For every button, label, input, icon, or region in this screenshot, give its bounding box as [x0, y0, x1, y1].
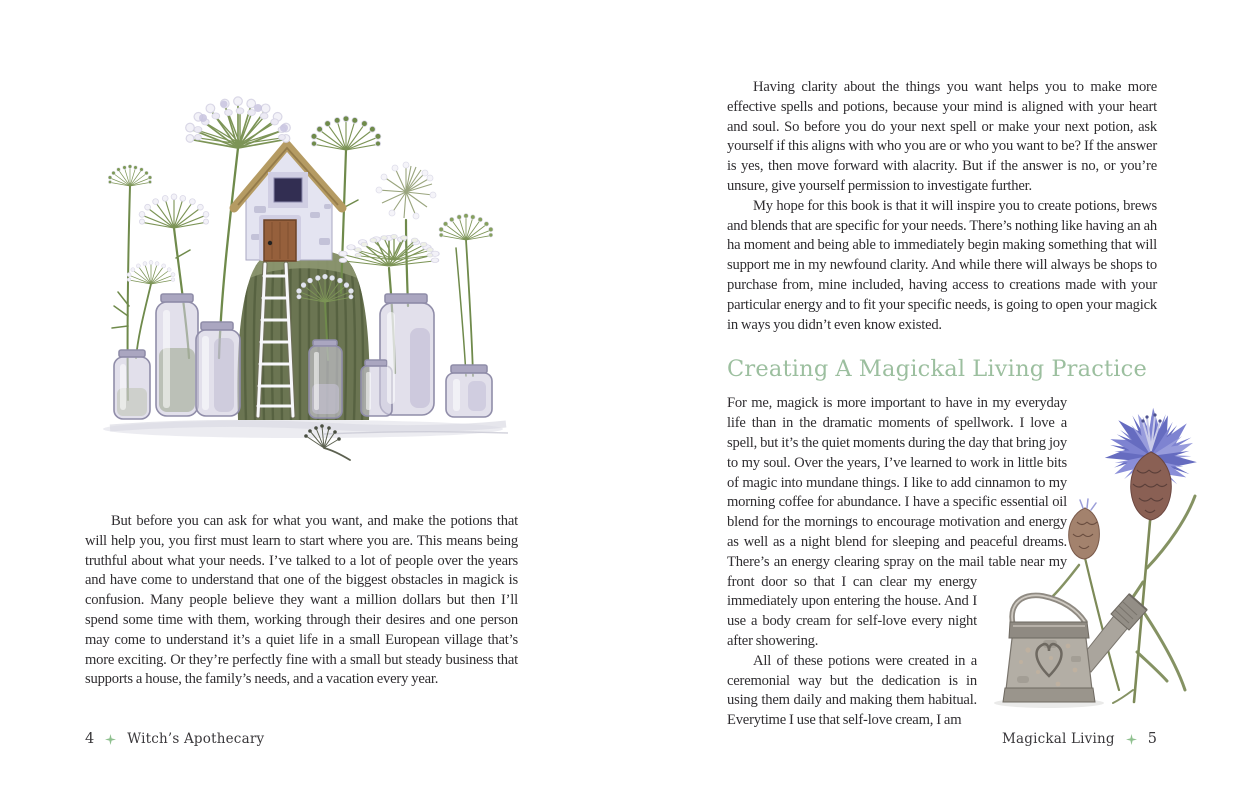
cornflower-watering-can-illustration — [983, 400, 1203, 710]
right-page-text — [727, 78, 1157, 789]
page-number: 5 — [1147, 731, 1157, 747]
paragraph: My hope for this book is that it will inspire you to create potions, brews and blends that are specific for your needs. There’s nothing like having an ah ha moment and being able to immediately begin making something that will support me in my newfound clarity. And while there will always be shops to purchase from, mine included, having access to creations made with your particular energy and to fit your specific needs, is going to open your magick in ways you didn’t even know existed. — [727, 197, 1157, 333]
paragraph: All of these potions were created in a ceremonial way but the dedication is in using them daily and making them habitual. Everytime I use that self-love cream, I am — [727, 652, 977, 729]
paragraph: For me, magick is more important to have in my everyday life than in the dramatic moments of spellwork. I love a spell, but it’s the quiet moments during the day that bring joy to my soul. Over the years, I’ve learned to work in little bits of magic into mundane things. I like to add cinnamon to my morning coffee for abundance. I have a specific essential oil blend for the mornings to encourage motivation and energy as well as a night blend for sleeping and peaceful dreams. There’s an energy clearing spray on the mail table near my front door so that I can clear my energy immediately upon entering the house. And I use a body cream for self-love every night after showering. — [727, 395, 1067, 649]
left-page-footer — [85, 731, 264, 747]
running-title: Magickal Living — [1001, 731, 1115, 747]
star-ornament-icon — [105, 734, 116, 745]
left-page-text — [85, 512, 518, 690]
star-ornament-icon — [1126, 734, 1137, 745]
house-jars-illustration — [88, 88, 520, 480]
paragraph: Having clarity about the things you want helps you to make more effective spells and potions, because your mind is aligned with your heart and soul. So before you do your next spell or make your next potion, ask yourself if this aligns with who you are or who you want to be? If the answer is yes, then move forward with alacrity. But if the answer is no, or you’re unsure, give yourself permission to investigate further. — [727, 79, 1157, 194]
section-heading: Creating A Magickal Living Practice — [727, 356, 1147, 383]
magickal-living-section — [727, 394, 1157, 731]
running-title: Witch’s Apothecary — [127, 731, 265, 747]
paragraph: But before you can ask for what you want, and make the potions that will help you, you first must learn to start where you are. This means being truthful about what your needs. I’ve talked to a lot of people over the years and have come to understand that one of the biggest obstacles in magick is confusion. Many people believe they want a million dollars but then I’ll spend some time with them, working through their desires and one person may come to understand it’s a quiet life in a small European village that’s more exciting. Or they’re perfectly fine with a small but steady business that supports a house, the family’s needs, and a vacation every year. — [85, 513, 518, 688]
page-number: 4 — [85, 731, 95, 747]
right-page-footer — [1002, 731, 1157, 747]
